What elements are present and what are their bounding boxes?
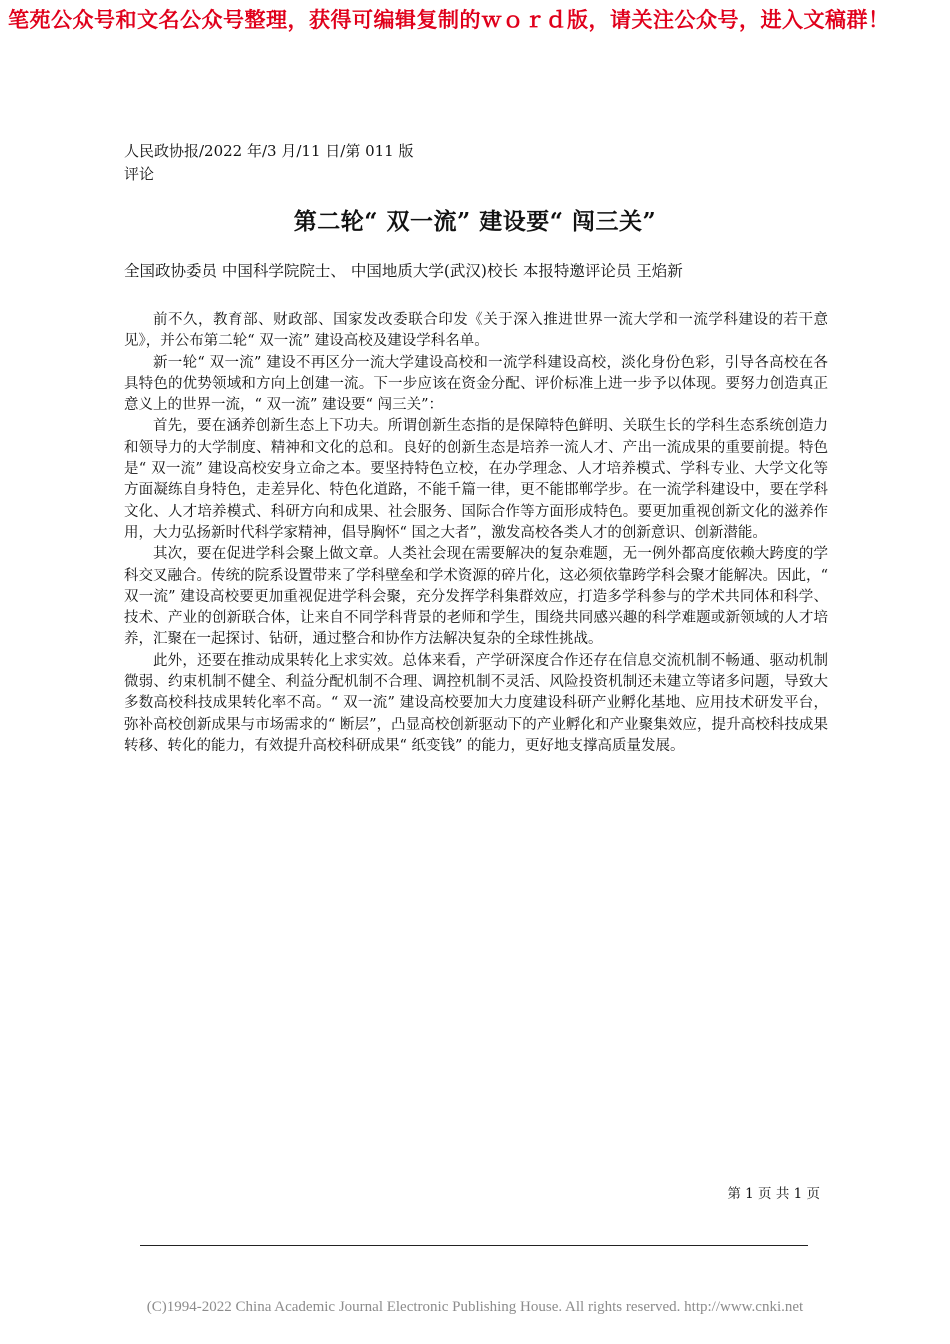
- paragraph: 此外，还要在推动成果转化上求实效。总体来看，产学研深度合作还存在信息交流机制不畅通、驱动机制微弱、约束机制不健全、利益分配机制不合理、调控机制不灵活、风险投资机制还未建立等诸多问题，导致大多数高校科技成果转化率不高。“ 双一流” 建设高校要加大力度建设科研产业孵化基地、应用技术研发平台，弥补高校创新成果与市场需求的“ 断层”，凸显高校创新驱动下的产业孵化和产业聚集效应，提升高校科技成果转移、转化的能力，有效提升高校科研成果“ 纸变钱” 的能力，更好地支撑高质量发展。: [124, 652, 828, 754]
- paragraph: 其次，要在促进学科会聚上做文章。人类社会现在需要解决的复杂难题，无一例外都高度依赖大跨度的学科交叉融合。传统的院系设置带来了学科壁垒和学术资源的碎片化，这必须依靠跨学科会聚才能解决。因此，“ 双一流” 建设高校要更加重视促进学科会聚，充分发挥学科集群效应，打造多学科参与的学术共同体和科学、技术、产业的创新联合体，让来自不同学科背景的老师和学生，围绕共同感兴趣的科学难题或新领域的人才培养，汇聚在一起探讨、钻研，通过整合和协作方法解决复杂的全球性挑战。: [124, 546, 828, 648]
- article-source: 人民政协报/2022 年/3 月/11 日/第 011 版评论: [124, 142, 414, 183]
- article-body: [124, 310, 828, 757]
- page-number: 第 1 页 共 1 页: [727, 1186, 820, 1202]
- paragraph: 新一轮“ 双一流” 建设不再区分一流大学建设高校和一流学科建设高校，淡化身份色彩，引导各高校在各具特色的优势领域和方向上创建一流。下一步应该在资金分配、评价标准上进一步予以体现。要努力创造真正意义上的世界一流，“ 双一流” 建设要“ 闯三关”：: [124, 354, 828, 414]
- article-author: 全国政协委员 中国科学院院士、 中国地质大学(武汉)校长 本报特邀评论员 王焰新: [124, 262, 683, 280]
- article-title: 第二轮“ 双一流” 建设要“ 闯三关”: [293, 208, 657, 235]
- paragraph: 前不久，教育部、财政部、国家发改委联合印发《关于深入推进世界一流大学和一流学科建设的若干意见》，并公布第二轮“ 双一流” 建设高校及建设学科名单。: [124, 312, 828, 350]
- promo-banner: 笔苑公众号和文名公众号整理，获得可编辑复制的ｗｏｒｄ版，请关注公众号，进入文稿群！: [8, 8, 890, 32]
- paragraph: 首先，要在涵养创新生态上下功夫。所谓创新生态指的是保障特色鲜明、关联生长的学科生态系统创造力和领导力的大学制度、精神和文化的总和。良好的创新生态是培养一流人才、产出一流成果的重要前提。特色是“ 双一流” 建设高校安身立命之本。要坚持特色立校，在办学理念、人才培养模式、学科专业、大学文化等方面凝练自身特色，走差异化、特色化道路，不能千篇一律，更不能邯郸学步。在一流学科建设中，要在学科文化、人才培养模式、科研方向和成果、社会服务、国际合作等方面形成特色。要更加重视创新文化的滋养作用，大力弘扬新时代科学家精神，倡导胸怀“ 国之大者”，激发高校各类人才的创新意识、创新潜能。: [124, 418, 828, 541]
- copyright-footer: (C)1994-2022 China Academic Journal Electronic Publishing House. All rights reserved. http://www.cnki.net: [146, 1299, 804, 1315]
- footer-divider: [140, 1245, 808, 1246]
